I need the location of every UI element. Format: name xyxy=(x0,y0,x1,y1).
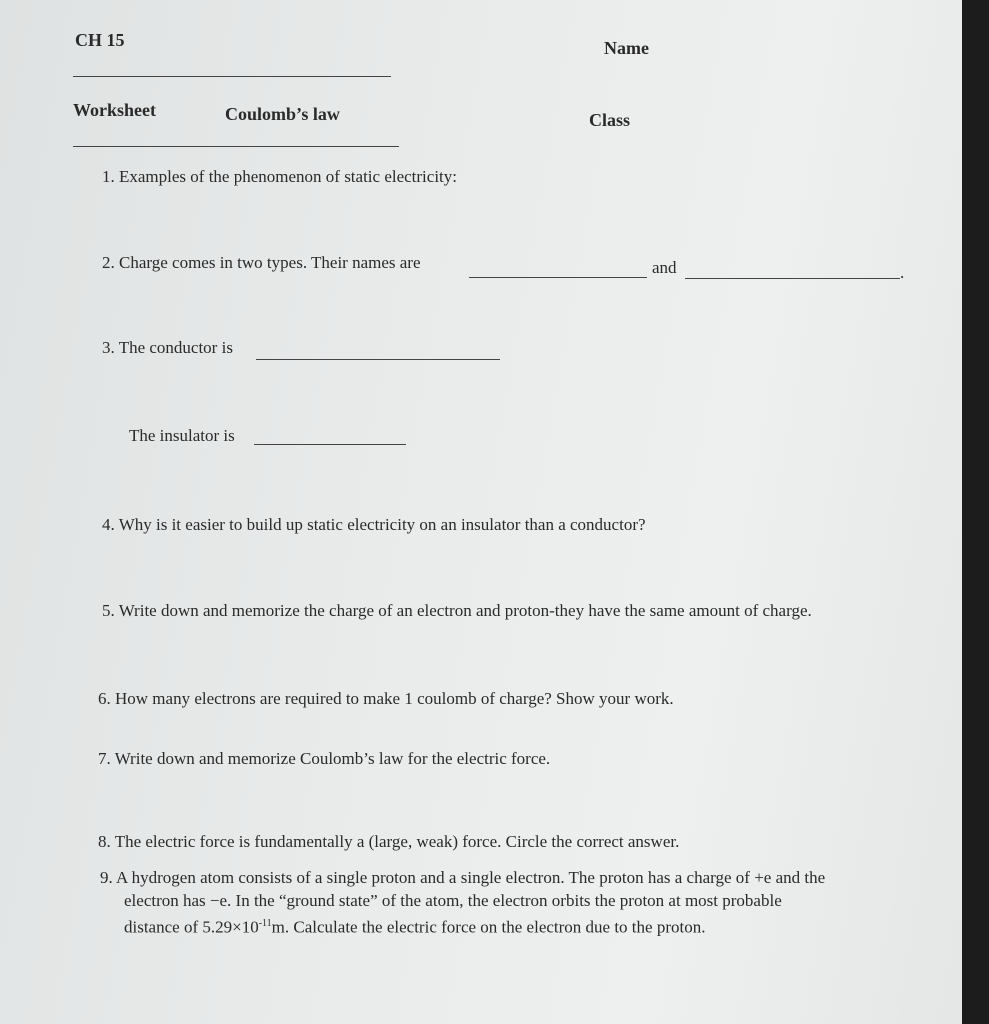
class-label: Class xyxy=(589,110,631,130)
question-6: 6. How many electrons are required to make 1 coulomb of charge? Show your work. xyxy=(98,689,674,708)
exponent: -11 xyxy=(258,918,272,929)
question-2-end: . xyxy=(900,263,905,282)
question-2-and: and xyxy=(652,258,677,277)
divider xyxy=(73,146,399,147)
answer-blank[interactable] xyxy=(256,359,500,360)
divider xyxy=(73,76,391,77)
question-3: 3. The conductor is xyxy=(102,338,233,357)
device-edge xyxy=(962,0,989,1024)
worksheet-label: Worksheet xyxy=(73,100,156,120)
answer-blank[interactable] xyxy=(254,444,406,445)
question-5: 5. Write down and memorize the charge of an electron and proton-they have the same amount of charge. xyxy=(102,601,812,620)
question-2: 2. Charge comes in two types. Their names are xyxy=(102,253,421,272)
question-9-line-2: electron has −e. In the “ground state” of the atom, the electron orbits the proton at most probable xyxy=(124,891,782,910)
question-8: 8. The electric force is fundamentally a (large, weak) force. Circle the correct answer. xyxy=(98,832,680,851)
chapter-label: CH 15 xyxy=(75,30,125,50)
question-1: 1. Examples of the phenomenon of static electricity: xyxy=(102,167,457,186)
name-label: Name xyxy=(604,38,649,58)
answer-blank[interactable] xyxy=(685,278,900,279)
question-9-line-1: 9. A hydrogen atom consists of a single proton and a single electron. The proton has a charge of +e and the xyxy=(100,868,826,887)
question-3-insulator: The insulator is xyxy=(129,426,235,445)
question-7: 7. Write down and memorize Coulomb’s law for the electric force. xyxy=(98,749,551,768)
topic-title: Coulomb’s law xyxy=(225,104,340,124)
question-9-line-3a: distance of 5.29×10 xyxy=(124,917,259,937)
question-9-line-3b: m. Calculate the electric force on the electron due to the proton. xyxy=(271,917,706,937)
answer-blank[interactable] xyxy=(469,277,647,278)
question-4: 4. Why is it easier to build up static electricity on an insulator than a conductor? xyxy=(102,515,646,534)
question-9 xyxy=(100,866,920,939)
